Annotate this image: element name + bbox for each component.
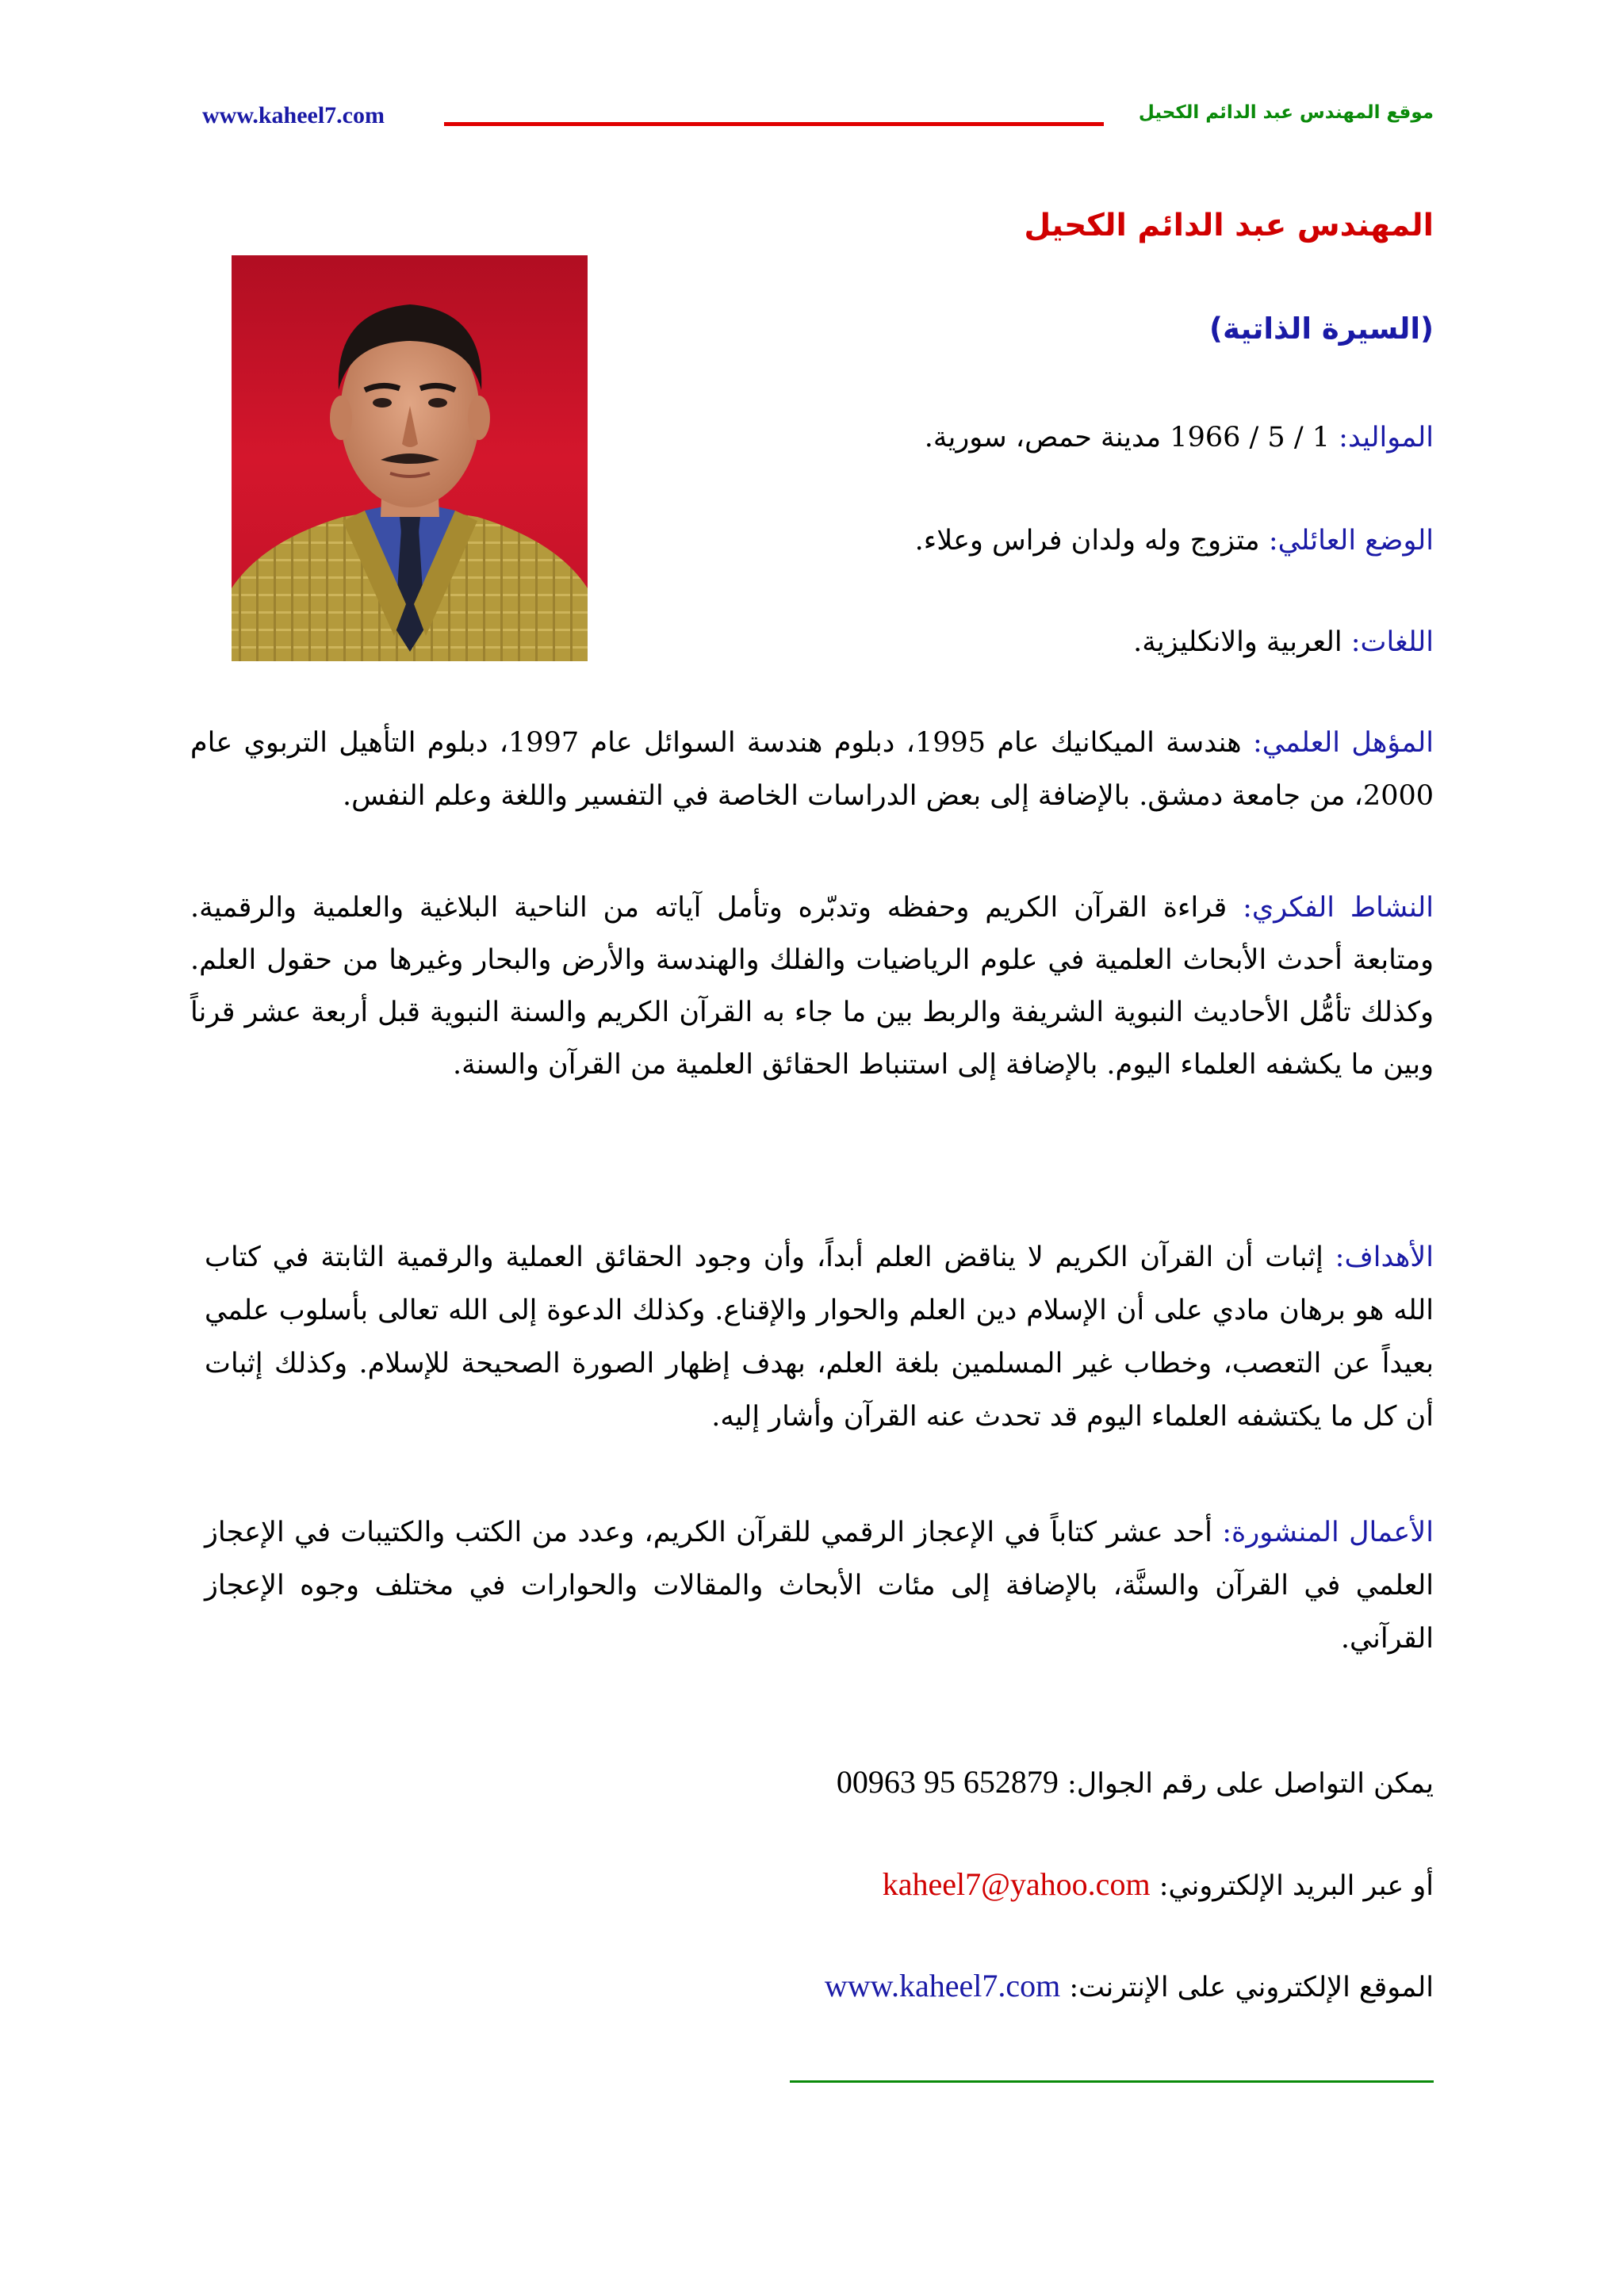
phone-number[interactable]: 00963 95 652879 [836, 1764, 1059, 1800]
birth-field [925, 412, 1434, 463]
portrait-photo [232, 255, 588, 661]
goals-text: إثبات أن القرآن الكريم لا يناقض العلم أبداً، وأن وجود الحقائق العملية والرقمية الثابتة في كتاب الله هو برهان مادي على أن الإسلام دين العلم والحوار والإقناع. وكذلك الدعوة إلى الله تعالى بأسلوب علمي بعيداً عن التعصب، وخطاب غير المسلمين بلغة العلم، بهدف إظهار الصورة الصحيحة للإسلام. وكذلك إثبات أن كل ما يكتشفه العلماء اليوم قد تحدث عنه القرآن وأشار إليه. [205, 1242, 1434, 1433]
works-paragraph [205, 1506, 1434, 1666]
website-label: الموقع الإلكتروني على الإنترنت: [1069, 1972, 1434, 2003]
activity-paragraph [190, 882, 1434, 1091]
header-url[interactable]: www.kaheel7.com [202, 102, 385, 128]
family-field [915, 515, 1434, 566]
goals-paragraph [205, 1231, 1434, 1444]
footer-divider [790, 2080, 1434, 2083]
header-site-name: موقع المهندس عبد الدائم الكحيل [1138, 102, 1434, 123]
languages-value: العربية والانكليزية. [1133, 626, 1342, 658]
page-title: المهندس عبد الدائم الكحيل [1024, 208, 1434, 243]
family-value: متزوج وله ولدان فراس وعلاء. [914, 525, 1260, 557]
phone-label: يمكن التواصل على رقم الجوال: [1067, 1768, 1434, 1800]
website-field [825, 1961, 1434, 2013]
works-text: أحد عشر كتاباً في الإعجاز الرقمي للقرآن الكريم، وعدد من الكتب والكتيبات في الإعجاز العلمي في القرآن والسنَّة، بالإضافة إلى مئات الأبحاث والمقالات والحوارات في مختلف وجوه الإعجاز القرآني. [205, 1517, 1434, 1655]
languages-field [1133, 617, 1434, 668]
birth-value: 1 / 5 / 1966 مدينة حمص، سورية. [924, 422, 1331, 453]
works-label: الأعمال المنشورة: [1222, 1517, 1434, 1548]
header-divider [444, 122, 1104, 126]
education-label: المؤهل العلمي: [1252, 727, 1434, 759]
email-field [883, 1859, 1434, 1911]
email-label: أو عبر البريد الإلكتروني: [1159, 1870, 1434, 1902]
goals-label: الأهداف: [1335, 1242, 1434, 1273]
phone-field [837, 1757, 1434, 1809]
website-link[interactable]: www.kaheel7.com [824, 1968, 1061, 2003]
education-text: هندسة الميكانيك عام 1995، دبلوم هندسة السوائل عام 1997، دبلوم التأهيل التربوي عام 2000، من جامعة دمشق. بالإضافة إلى بعض الدراسات الخاصة في التفسير واللغة وعلم النفس. [190, 727, 1434, 812]
birth-label: المواليد: [1339, 422, 1434, 453]
email-link[interactable]: kaheel7@yahoo.com [882, 1866, 1151, 1902]
activity-text: قراءة القرآن الكريم وحفظه وتدبّره وتأمل آياته من الناحية البلاغية والعلمية والرقمية. ومتابعة أحدث الأبحاث العلمية في علوم الرياضيات والفلك والهندسة والأرض والبحار وغيرها من حقول العلم. وكذلك تأمُّل الأحاديث النبوية الشريفة والربط بين ما جاء به القرآن الكريم والسنة النبوية قبل أربعة عشر قرناً وبين ما يكشفه العلماء اليوم. بالإضافة إلى استنباط الحقائق العلمية من القرآن والسنة. [190, 892, 1434, 1081]
family-label: الوضع العائلي: [1268, 525, 1434, 557]
education-paragraph [190, 717, 1434, 823]
cv-subtitle: (السيرة الذاتية) [1209, 312, 1434, 346]
activity-label: النشاط الفكري: [1243, 892, 1434, 924]
languages-label: اللغات: [1350, 626, 1434, 658]
